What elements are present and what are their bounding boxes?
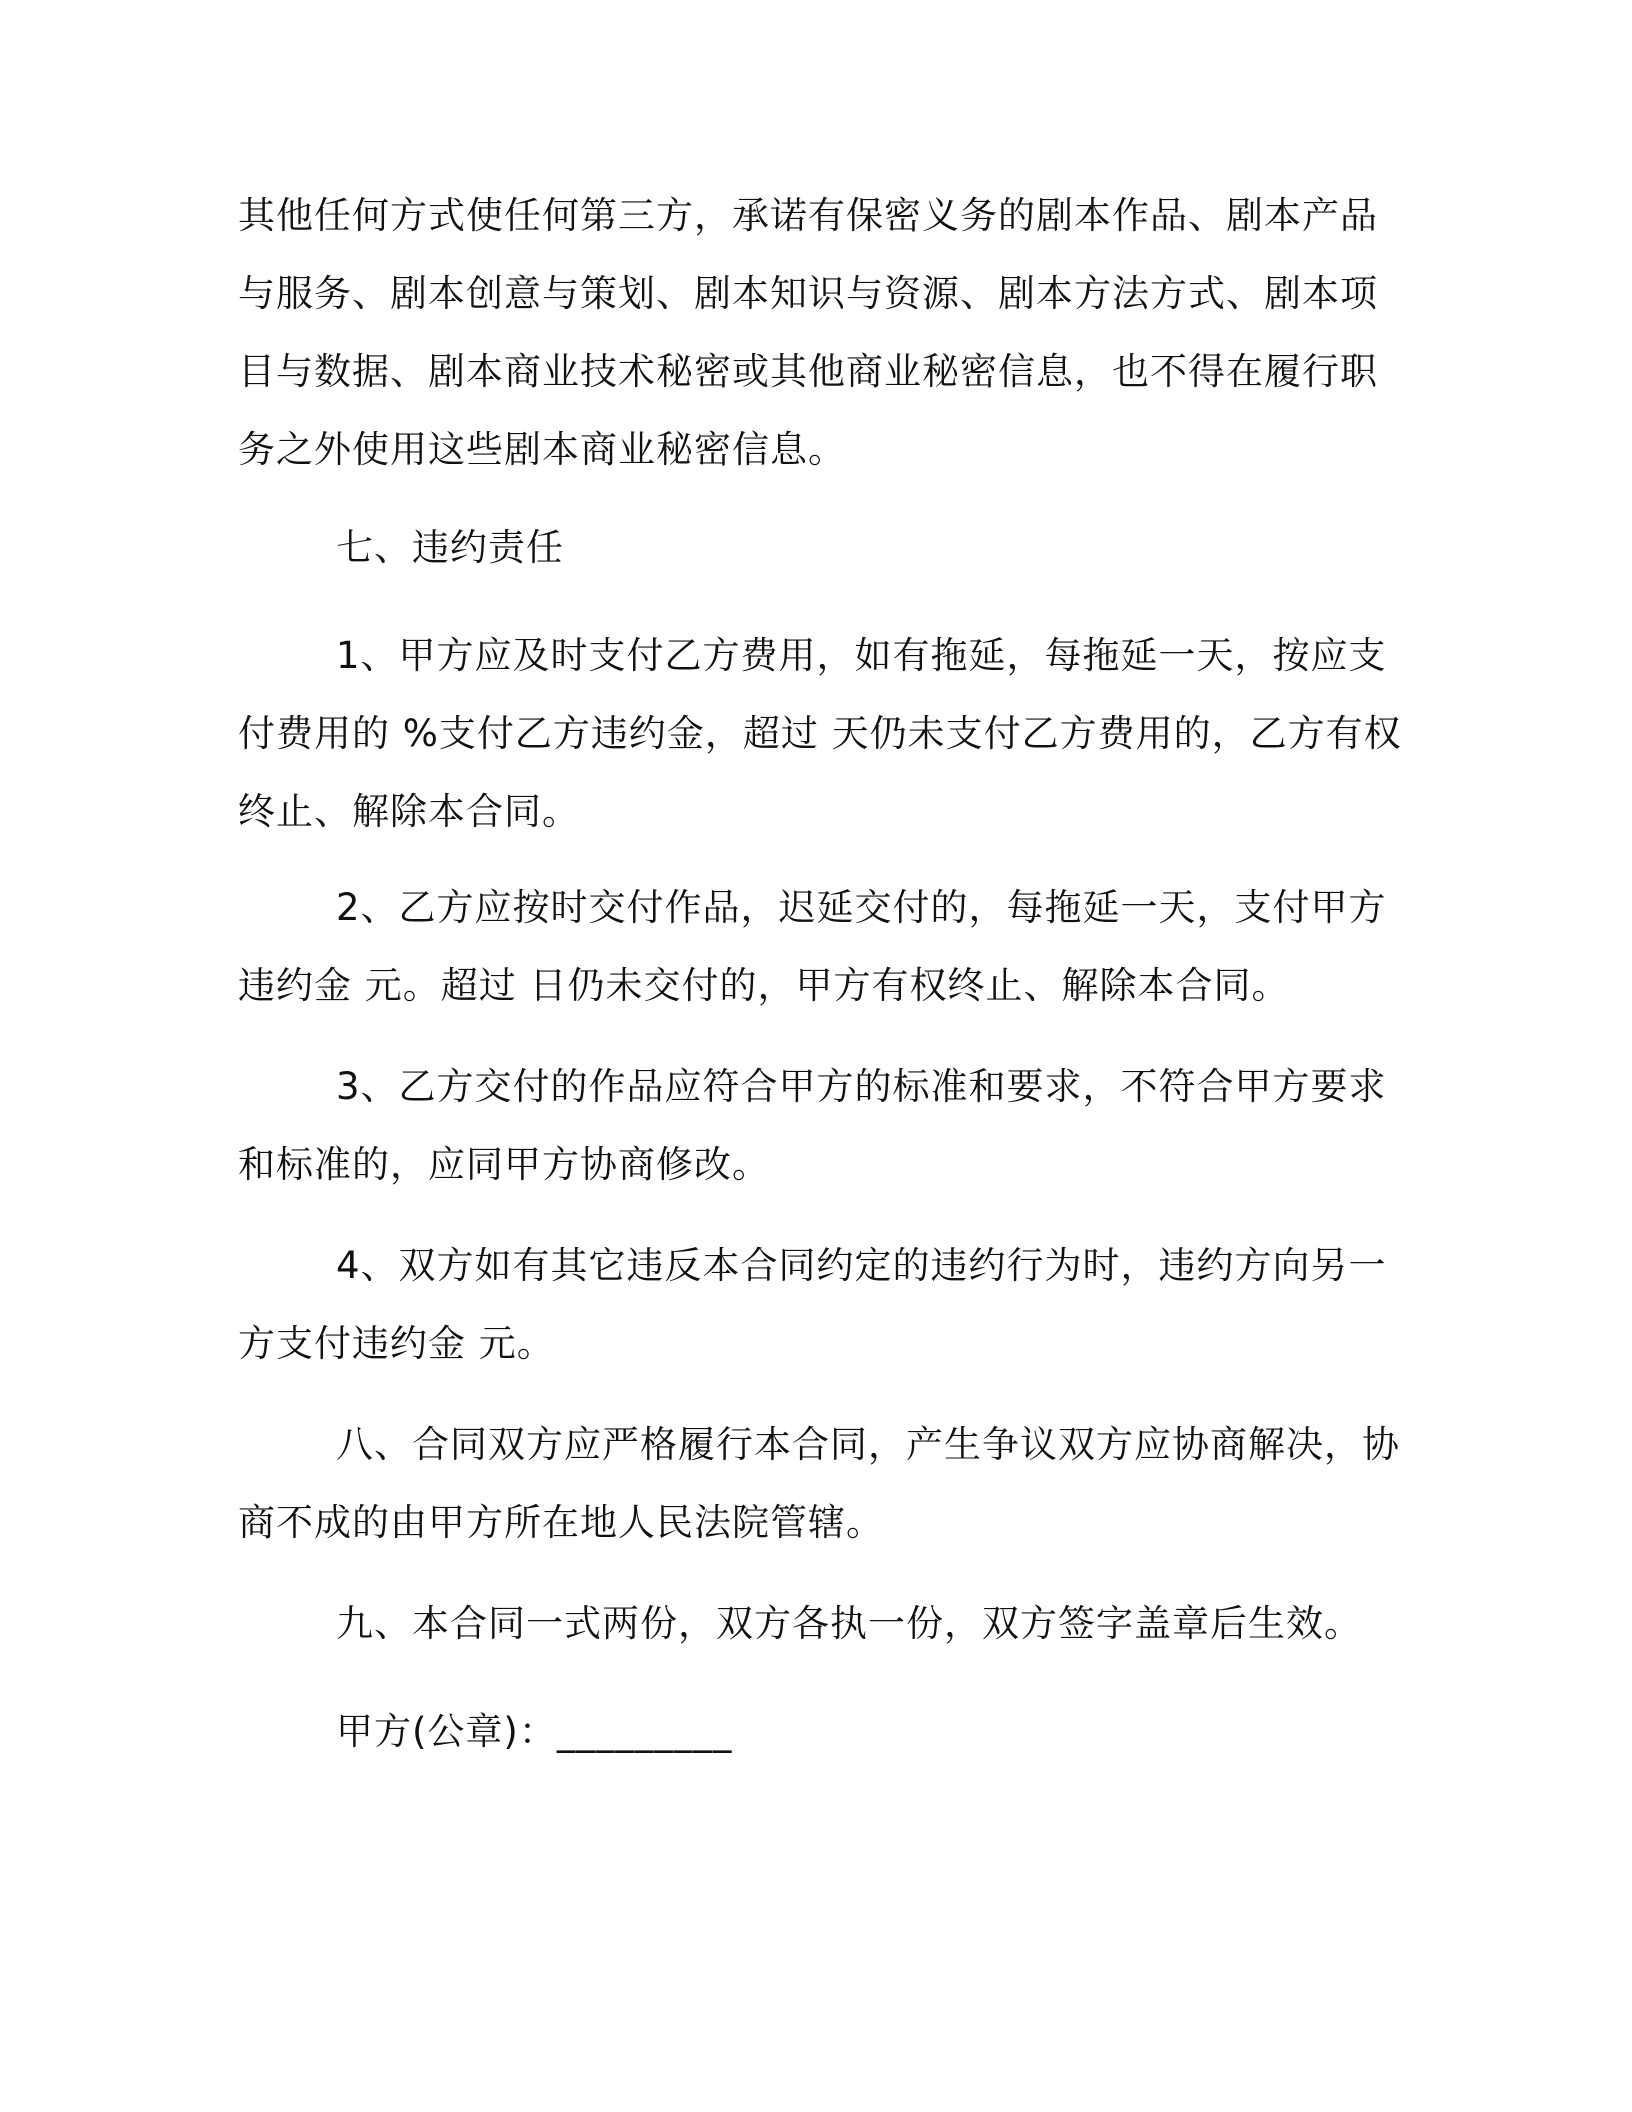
section-title: 七、违约责任 (336, 526, 564, 569)
signature-party-a (238, 1693, 1370, 1771)
text-line: 八、合同双方应严格履行本合同，产生争议双方应协商解决，协 (336, 1423, 1400, 1466)
text-line: 与服务、剧本创意与策划、剧本知识与资源、剧本方法方式、剧本项 (238, 272, 1378, 315)
text-line: 务之外使用这些剧本商业秘密信息。 (238, 428, 846, 471)
text-line: 目与数据、剧本商业技术秘密或其他商业秘密信息，也不得在履行职 (238, 350, 1378, 393)
text-line: 4、双方如有其它违反本合同约定的违约行为时，违约方向另一 (336, 1244, 1387, 1287)
clause-7-2 (238, 869, 1387, 1025)
text-line: 终止、解除本合同。 (238, 790, 580, 833)
text-line: 九、本合同一式两份，双方各执一份，双方签字盖章后生效。 (336, 1602, 1362, 1645)
clause-7-4 (238, 1227, 1387, 1383)
clause-7-3 (238, 1048, 1387, 1204)
section-dispute-resolution (238, 1406, 1400, 1562)
confidentiality-paragraph (238, 177, 1378, 489)
section-effectiveness (238, 1585, 1370, 1663)
signature-line: 甲方(公章)：_________ (336, 1710, 733, 1753)
text-line: 付费用的 %支付乙方违约金，超过 天仍未支付乙方费用的，乙方有权 (238, 712, 1402, 755)
text-line: 3、乙方交付的作品应符合甲方的标准和要求，不符合甲方要求 (336, 1065, 1387, 1108)
text-line: 2、乙方应按时交付作品，迟延交付的，每拖延一天，支付甲方 (336, 886, 1387, 929)
section-heading-liability (238, 509, 1370, 587)
text-line: 商不成的由甲方所在地人民法院管辖。 (238, 1501, 884, 1544)
text-line: 其他任何方式使任何第三方，承诺有保密义务的剧本作品、剧本产品 (238, 194, 1378, 237)
text-line: 和标准的，应同甲方协商修改。 (238, 1143, 770, 1186)
text-line: 违约金 元。超过 日仍未交付的，甲方有权终止、解除本合同。 (238, 964, 1290, 1007)
clause-7-1 (238, 617, 1402, 851)
text-line: 方支付违约金 元。 (238, 1322, 555, 1365)
text-line: 1、甲方应及时支付乙方费用，如有拖延，每拖延一天，按应支 (336, 634, 1387, 677)
